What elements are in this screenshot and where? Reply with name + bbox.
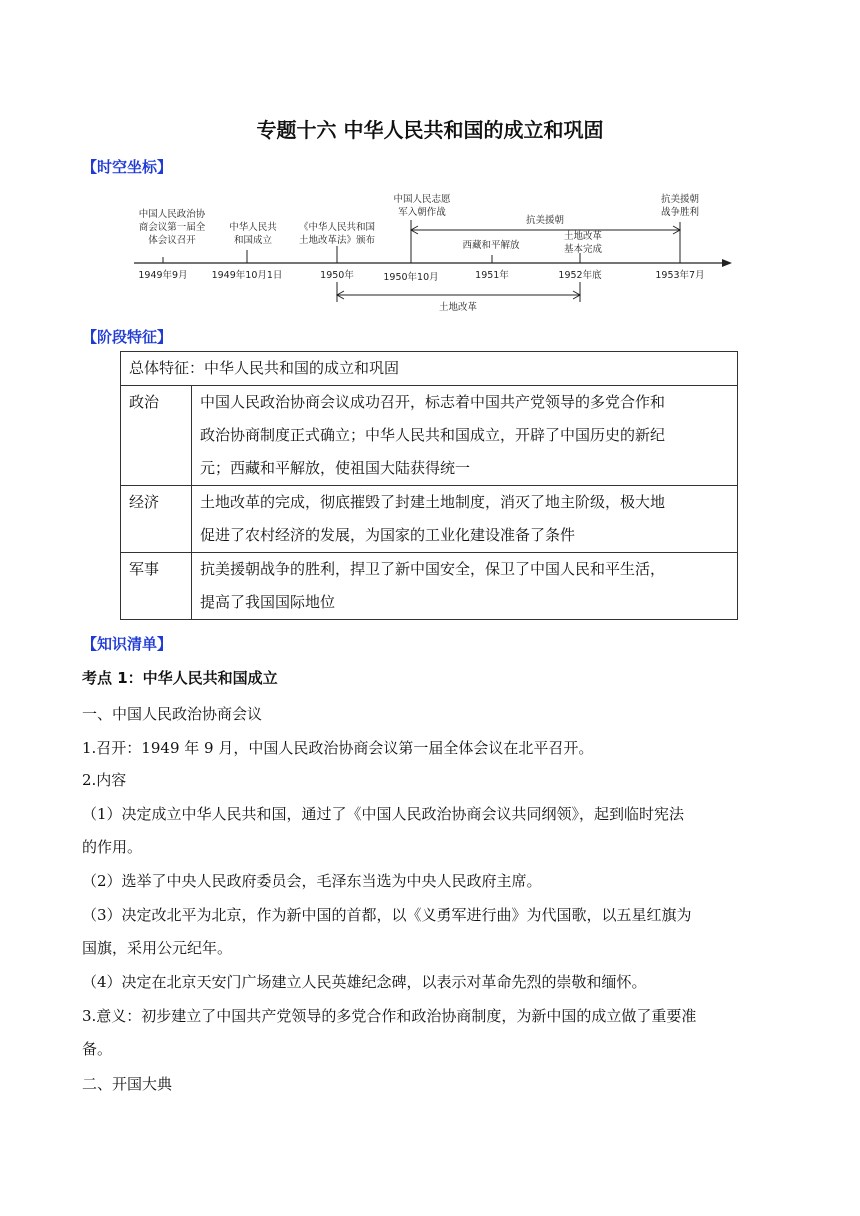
table-category-cell: 经济 (121, 486, 192, 553)
table-row (121, 386, 738, 486)
event-war-victory-line1: 抗美援朝 (660, 194, 700, 205)
timeline-axis-arrowhead (722, 259, 732, 267)
table-category-cell: 军事 (121, 553, 192, 620)
span-land-label: 土地改革 (438, 302, 478, 313)
paragraph: （1）决定成立中华人民共和国，通过了《中国人民政治协商会议共同纲领》，起到临时宪法 (82, 805, 685, 823)
event-prc-line2: 和国成立 (233, 235, 273, 246)
page-title: 专题十六 中华人民共和国的成立和巩固 (256, 118, 604, 142)
table-line: 政治协商制度正式确立；中华人民共和国成立，开辟了中国历史的新纪 (200, 426, 666, 444)
date-1950: 1950年 (320, 270, 354, 281)
paragraph: （4）决定在北京天安门广场建立人民英雄纪念碑，以表示对革命先烈的崇敬和缅怀。 (82, 973, 647, 991)
table-content-cell (192, 386, 738, 486)
event-volunteers-line1: 中国人民志愿 (393, 194, 451, 205)
table-line: 抗美援朝战争的胜利，捍卫了新中国安全，保卫了中国人民和平生活， (200, 560, 666, 578)
knowledge-heading: 【知识清单】 (82, 635, 173, 653)
paragraph: 国旗，采用公元纪年。 (82, 939, 233, 957)
table-content-cell (192, 486, 738, 553)
event-cppcc-line2: 商会议第一届全 (138, 222, 206, 233)
date-1949-10-1: 1949年10月1日 (211, 270, 283, 281)
table-row (121, 553, 738, 620)
date-1951: 1951年 (475, 270, 509, 281)
table-line: 促进了农村经济的发展，为国家的工业化建设准备了条件 (200, 526, 576, 544)
timeline-diagram (120, 190, 732, 316)
date-1952: 1952年底 (558, 270, 602, 281)
event-tibet: 西藏和平解放 (462, 240, 520, 251)
subsection-heading: 二、开国大典 (82, 1075, 173, 1093)
paragraph: 3.意义：初步建立了中国共产党领导的多党合作和政治协商制度，为新中国的成立做了重要准 (82, 1007, 697, 1025)
table-header-cell: 总体特征：中华人民共和国的成立和巩固 (121, 352, 738, 386)
event-cppcc-line1: 中国人民政治协 (138, 209, 206, 220)
event-cppcc-line3: 体会议召开 (148, 235, 196, 246)
table-header-row (121, 352, 738, 386)
features-heading: 【阶段特征】 (82, 328, 173, 346)
event-landreform-done-line2: 基本完成 (563, 244, 603, 255)
kaodian-heading: 考点 1：中华人民共和国成立 (82, 669, 278, 687)
event-volunteers-line2: 军入朝作战 (398, 207, 446, 218)
paragraph: （2）选举了中央人民政府委员会，毛泽东当选为中央人民政府主席。 (82, 872, 542, 890)
paragraph: 2.内容 (82, 771, 127, 789)
date-1949-9: 1949年9月 (138, 270, 188, 281)
event-landreform-done-line1: 土地改革 (563, 231, 603, 242)
date-1953-7: 1953年7月 (655, 270, 705, 281)
table-line: 元；西藏和平解放，使祖国大陆获得统一 (200, 459, 471, 477)
subsection-heading: 一、中国人民政治协商会议 (82, 705, 263, 723)
span-war-label: 抗美援朝 (525, 215, 565, 226)
table-row (121, 486, 738, 553)
date-1950-10: 1950年10月 (383, 272, 439, 283)
event-landlaw-line2: 土地改革法》颁布 (298, 235, 376, 246)
features-table (120, 351, 738, 620)
paragraph: （3）决定改北平为北京，作为新中国的首都，以《义勇军进行曲》为代国歌，以五星红旗为 (82, 906, 692, 924)
table-content-cell (192, 553, 738, 620)
event-war-victory-line2: 战争胜利 (660, 207, 700, 218)
paragraph: 1.召开：1949 年 9 月，中国人民政治协商会议第一届全体会议在北平召开。 (82, 739, 594, 757)
paragraph: 的作用。 (82, 838, 143, 856)
table-line: 提高了我国国际地位 (200, 593, 336, 611)
event-prc-line1: 中华人民共 (229, 222, 277, 233)
paragraph: 备。 (82, 1040, 113, 1058)
event-landlaw-line1: 《中华人民共和国 (298, 222, 376, 233)
table-category-cell: 政治 (121, 386, 192, 486)
table-line: 中国人民政治协商会议成功召开，标志着中国共产党领导的多党合作和 (200, 393, 666, 411)
table-line: 土地改革的完成，彻底摧毁了封建土地制度，消灭了地主阶级，极大地 (200, 493, 666, 511)
timeline-heading: 【时空坐标】 (82, 158, 173, 176)
